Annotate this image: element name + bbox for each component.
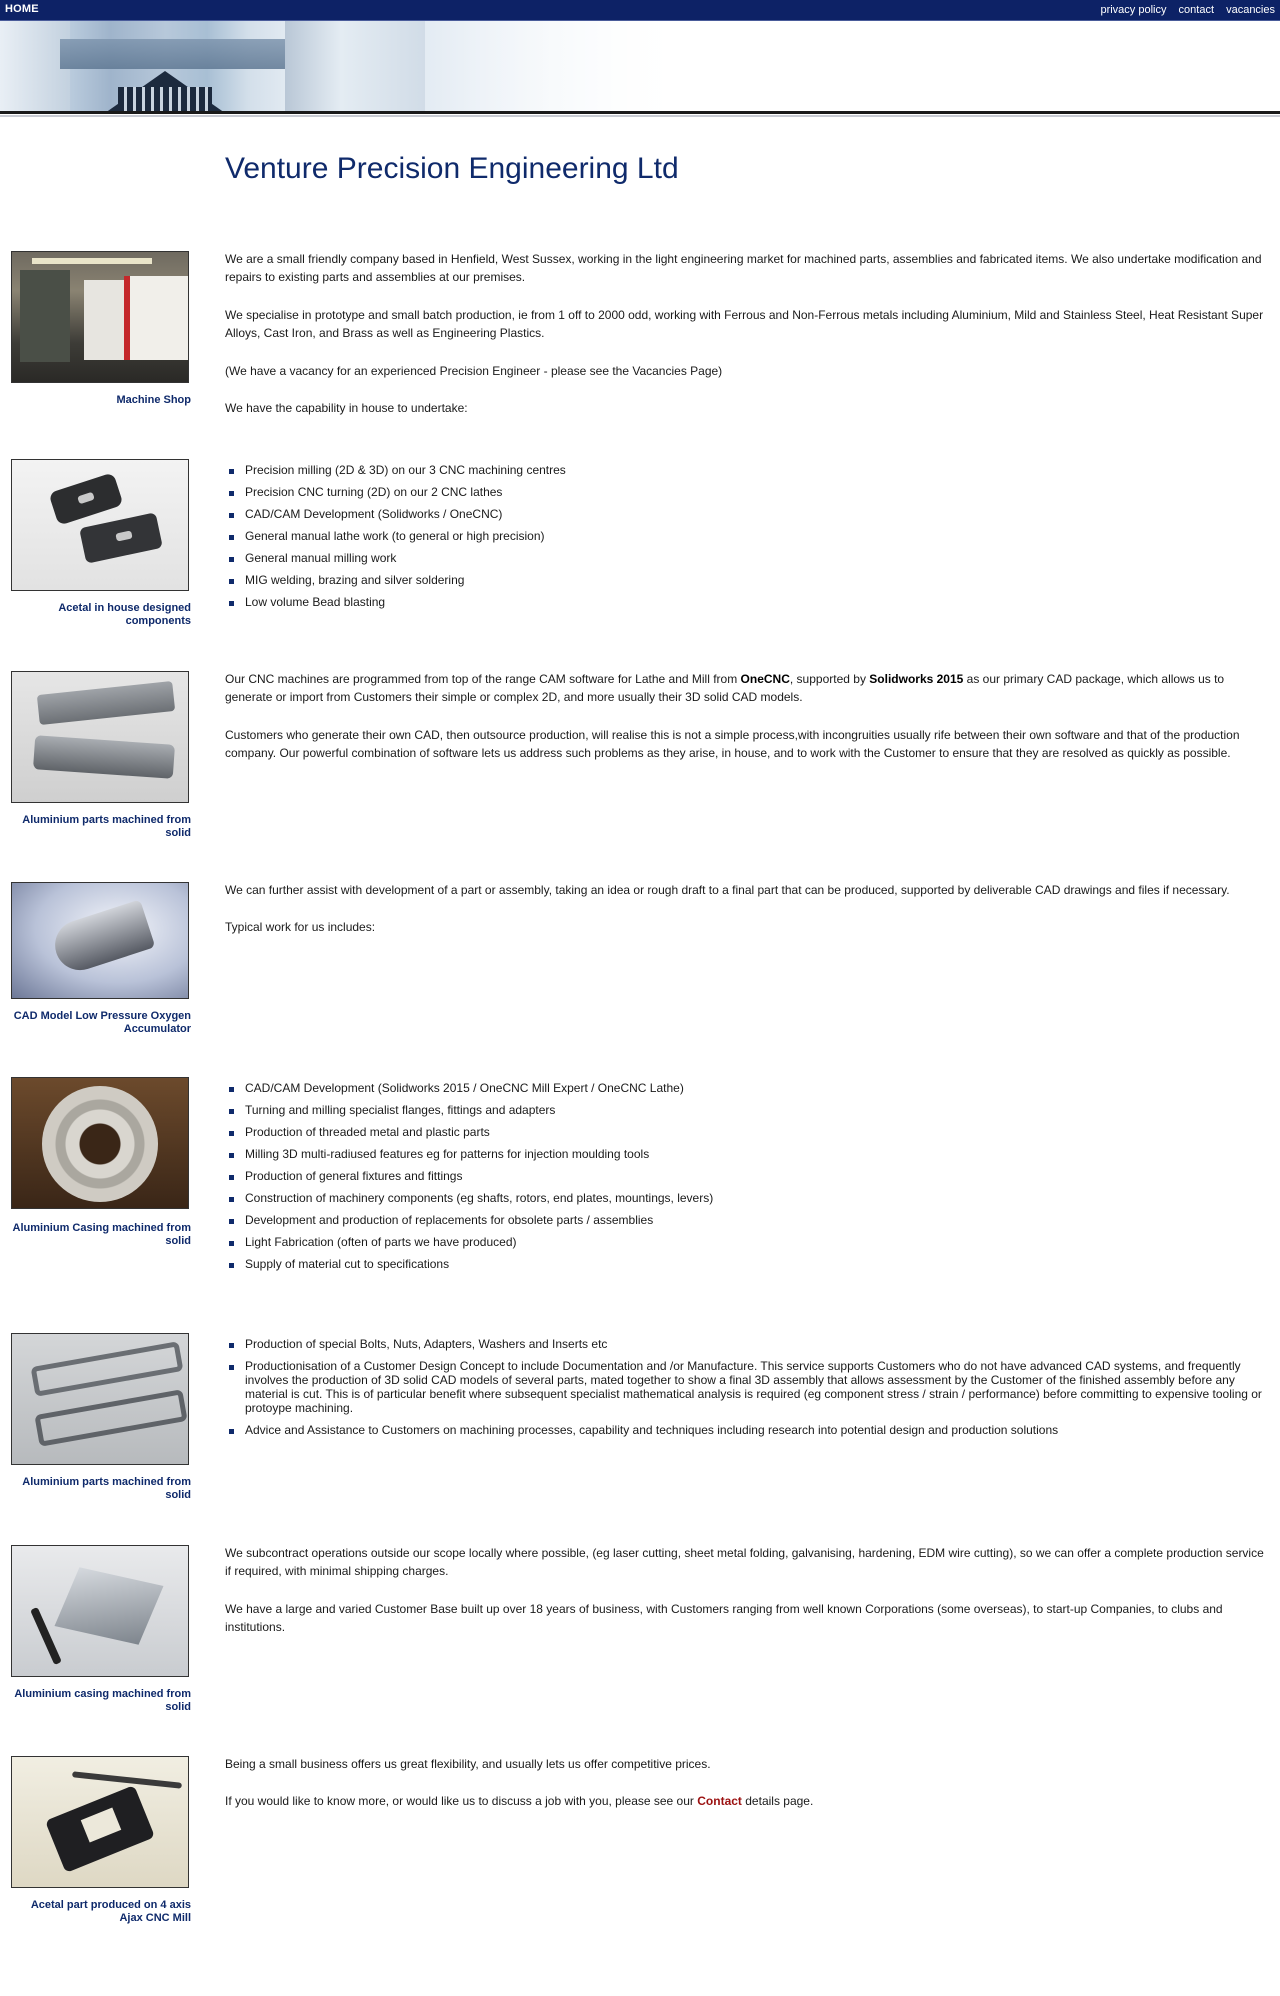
list-item: Production of special Bolts, Nuts, Adapters, Washers and Inserts etc	[225, 1337, 1270, 1351]
list-item: Precision CNC turning (2D) on our 2 CNC lathes	[225, 485, 1270, 499]
aluminium-parts-photo	[11, 671, 189, 803]
list-item: General manual lathe work (to general or high precision)	[225, 529, 1270, 543]
photo-caption: Acetal in house designed components	[58, 602, 191, 627]
list-item: General manual milling work	[225, 551, 1270, 565]
list-item: Production of threaded metal and plastic parts	[225, 1125, 1270, 1139]
more-work-list	[225, 1337, 1270, 1445]
photo-caption: Acetal part produced on 4 axis Ajax CNC Mill	[30, 1899, 191, 1924]
list-item: Supply of material cut to specifications	[225, 1257, 1270, 1271]
acetal-components-photo	[11, 459, 189, 591]
banner-divider	[0, 111, 1280, 114]
photo-caption: Aluminium casing machined from solid	[14, 1688, 191, 1713]
page-title: Venture Precision Engineering Ltd	[225, 152, 679, 185]
contact-link[interactable]: Contact	[697, 1794, 742, 1808]
photo-caption: Machine Shop	[116, 394, 191, 406]
list-item: Productionisation of a Customer Design Concept to include Documentation and /or Manufacture. This service supports Customers who do not have advanced CAD systems, and frequently involves the production of 3D solid CAD models of several parts, mated together to show a final 3D assembly that allows assessment by the Customer of the finished assembly before any material is cut. This is of particular benefit where subsequent specialist mathematical analysis is required (eg component stress / strain / performance) before committing to expensive tooling or protoype machining.	[225, 1359, 1270, 1415]
typical-work-intro: Typical work for us includes:	[225, 920, 376, 934]
nav-vacancies-link[interactable]: vacancies	[1226, 4, 1275, 16]
list-item: CAD/CAM Development (Solidworks / OneCNC)	[225, 507, 1270, 521]
list-item: Light Fabrication (often of parts we have produced)	[225, 1235, 1270, 1249]
list-item: Production of general fixtures and fittings	[225, 1169, 1270, 1183]
development-paragraph: We can further assist with development of a part or assembly, taking an idea or rough draft to a final part that can be produced, supported by deliverable CAD drawings and files if necessary.	[225, 883, 1230, 897]
list-item: Advice and Assistance to Customers on machining processes, capability and techniques including research into potential design and production solutions	[225, 1423, 1270, 1437]
intro-paragraph-1: We are a small friendly company based in Henfield, West Sussex, working in the light engineering market for machined parts, assemblies and fabricated items. We also undertake modification and repairs to existing parts and assemblies at our premises.	[225, 252, 1262, 284]
acetal-part-photo	[11, 1756, 189, 1888]
nav-home-link[interactable]: HOME	[5, 3, 39, 15]
aluminium-casing-photo	[11, 1077, 189, 1209]
software-paragraph-2: Customers who generate their own CAD, then outsource production, will realise this is not a simple process,with incongruities usually rife between their own software and that of the production company. Our powerful combination of software lets us address such problems as they arise, in house, and to work with the Customer to ensure that they are resolved as quickly as possible.	[225, 728, 1240, 760]
typical-work-list	[225, 1081, 1270, 1279]
aluminium-parts-photo-2	[11, 1333, 189, 1465]
list-item: Milling 3D multi-radiused features eg for patterns for injection moulding tools	[225, 1147, 1270, 1161]
photo-caption: Aluminium parts machined from solid	[22, 1476, 191, 1501]
list-item: Low volume Bead blasting	[225, 595, 1270, 609]
banner-divider-shadow	[0, 115, 1280, 117]
nav-privacy-policy-link[interactable]: privacy policy	[1100, 4, 1167, 16]
photo-caption: CAD Model Low Pressure Oxygen Accumulator	[13, 1010, 191, 1035]
list-item: CAD/CAM Development (Solidworks 2015 / OneCNC Mill Expert / OneCNC Lathe)	[225, 1081, 1270, 1095]
list-item: Turning and milling specialist flanges, fittings and adapters	[225, 1103, 1270, 1117]
list-item: MIG welding, brazing and silver soldering	[225, 573, 1270, 587]
cad-model-photo	[11, 882, 189, 999]
top-nav-bar	[0, 0, 1280, 21]
nav-contact-link[interactable]: contact	[1178, 4, 1215, 16]
list-item: Precision milling (2D & 3D) on our 3 CNC machining centres	[225, 463, 1270, 477]
list-item: Construction of machinery components (eg shafts, rotors, end plates, mountings, levers)	[225, 1191, 1270, 1205]
intro-paragraph-2: We specialise in prototype and small batch production, ie from 1 off to 2000 odd, working with Ferrous and Non-Ferrous metals including Aluminium, Mild and Stainless Steel, Heat Resistant Super Alloys, Cast Iron, and Brass as well as Engineering Plastics.	[225, 308, 1264, 340]
subcontract-paragraph: We subcontract operations outside our scope locally where possible, (eg laser cutting, sheet metal folding, galvanising, hardening, EDM wire cutting), so we can offer a complete production service if required, with minimal shipping charges.	[225, 1546, 1264, 1578]
customer-base-paragraph: We have a large and varied Customer Base built up over 18 years of business, with Customers ranging from well known Corporations (some overseas), to start-up Companies, to clubs and institutions.	[225, 1602, 1223, 1634]
aluminium-casing-photo-2	[11, 1545, 189, 1677]
nav-links	[1091, 4, 1275, 16]
photo-caption: Aluminium Casing machined from solid	[12, 1222, 191, 1247]
capabilities-list	[225, 463, 1270, 617]
capability-intro: We have the capability in house to undertake:	[225, 401, 468, 415]
onecnc-text: OneCNC	[740, 672, 790, 686]
software-paragraph-1: Our CNC machines are programmed from top of the range CAM software for Lathe and Mill from OneCNC, supported by Solidworks 2015 as our primary CAD package, which allows us to generate or import from Customers their simple or complex 2D, and more usually their 3D solid CAD models.	[225, 672, 1225, 704]
photo-caption: Aluminium parts machined from solid	[22, 814, 191, 839]
list-item: Development and production of replacements for obsolete parts / assemblies	[225, 1213, 1270, 1227]
contact-paragraph: If you would like to know more, or would like us to discuss a job with you, please see our Contact details page.	[225, 1794, 814, 1808]
banner-image	[0, 21, 690, 113]
machine-shop-photo	[11, 251, 189, 383]
vacancy-notice: (We have a vacancy for an experienced Precision Engineer - please see the Vacancies Page)	[225, 364, 723, 378]
flexibility-paragraph: Being a small business offers us great flexibility, and usually lets us offer competitive prices.	[225, 1757, 711, 1771]
solidworks-text: Solidworks 2015	[869, 672, 964, 686]
header-banner	[0, 21, 1280, 113]
